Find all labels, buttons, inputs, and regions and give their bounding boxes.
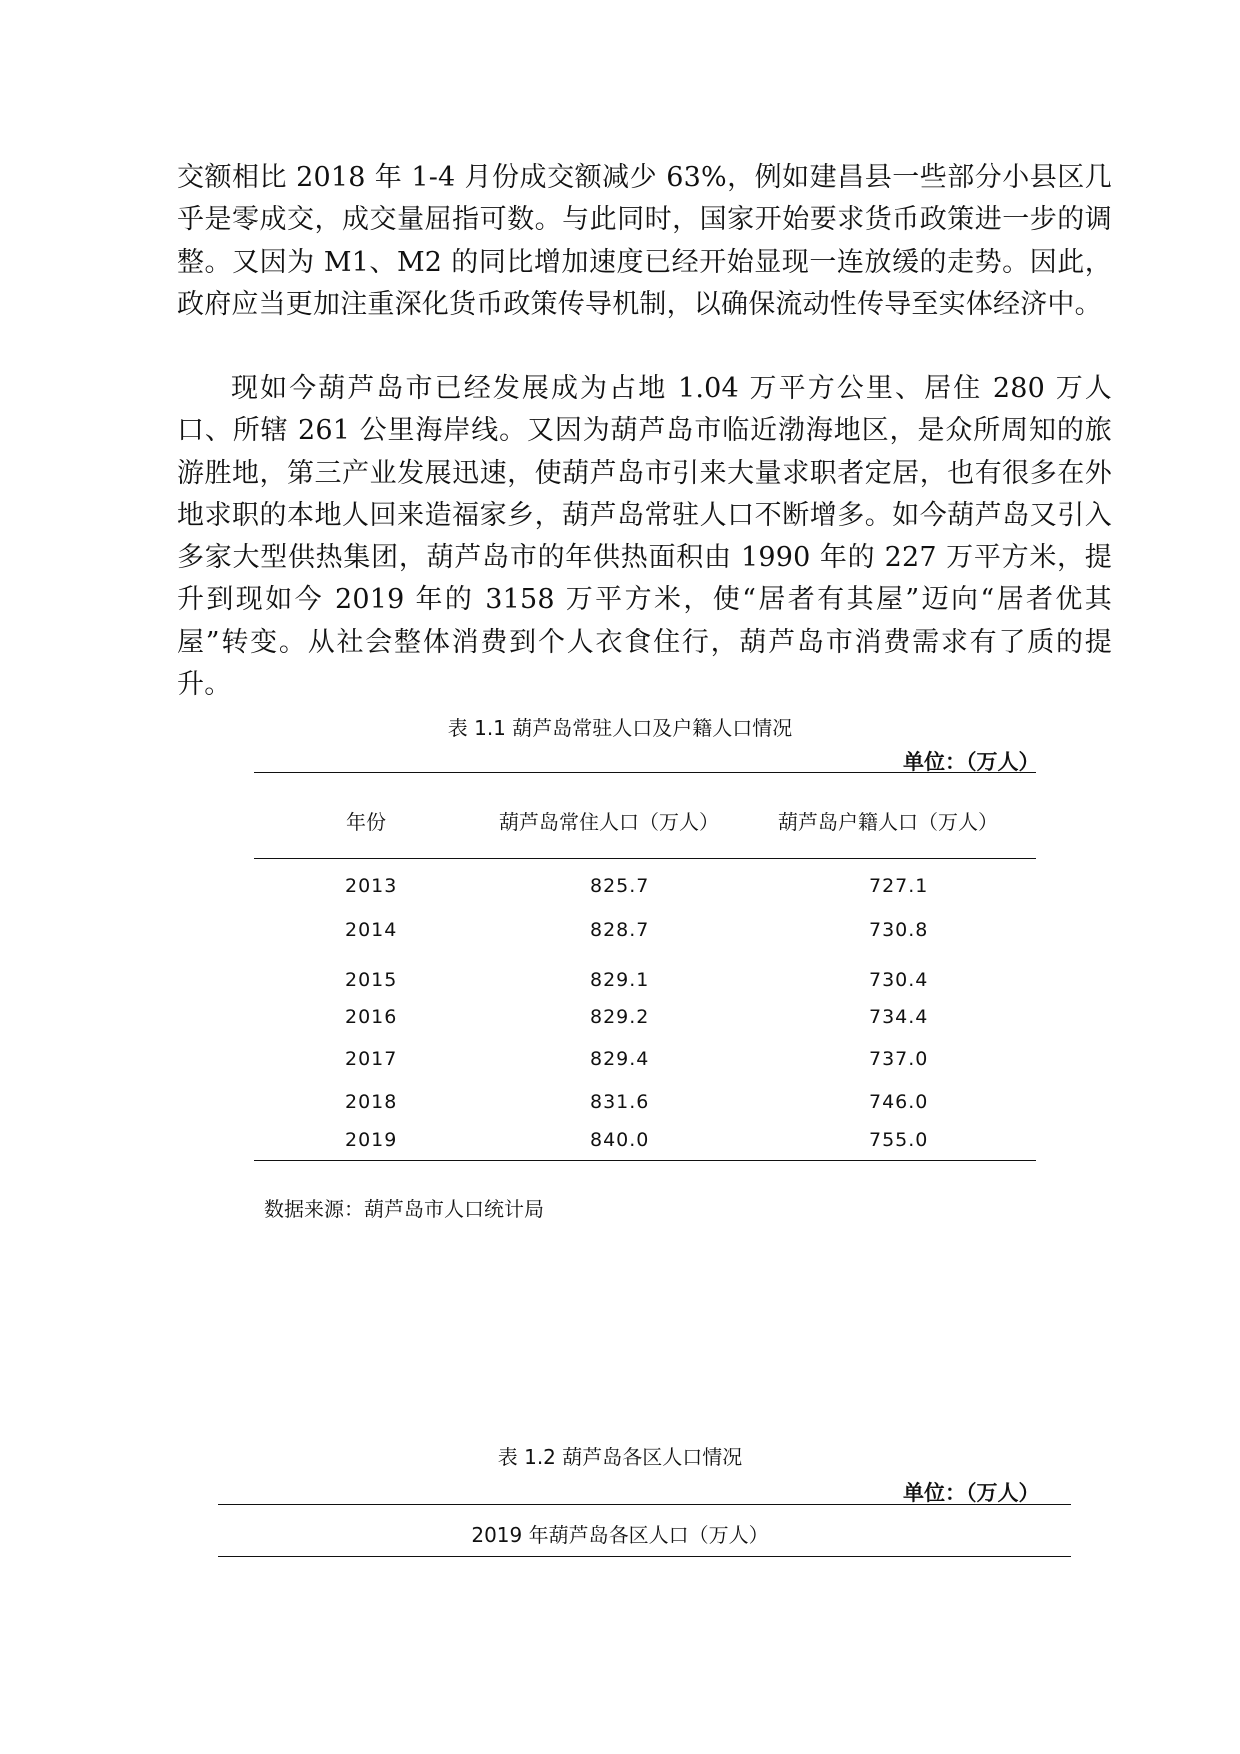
table-1-unit: 单位：（万人） [903, 750, 1040, 774]
table-1-cell-registered: 730.4 [869, 969, 929, 991]
table-1-cell-registered: 755.0 [869, 1129, 929, 1151]
table-1-cell-registered: 746.0 [869, 1091, 929, 1113]
table-1-caption: 表 1.1 葫芦岛常驻人口及户籍人口情况 [447, 716, 793, 740]
table-2-header-rule [218, 1556, 1071, 1557]
table-1-cell-registered: 734.4 [869, 1006, 929, 1028]
table-1-header-resident: 葫芦岛常住人口（万人） [499, 810, 719, 834]
table-1-cell-year: 2015 [345, 969, 398, 991]
table-1-cell-registered: 737.0 [869, 1048, 929, 1070]
table-1-cell-resident: 828.7 [590, 919, 650, 941]
table-1-cell-resident: 829.4 [590, 1048, 650, 1070]
table-1-cell-year: 2019 [345, 1129, 398, 1151]
table-1-bottom-rule [254, 1160, 1036, 1161]
table-1-header-registered: 葫芦岛户籍人口（万人） [778, 810, 998, 834]
table-1-cell-resident: 829.2 [590, 1006, 650, 1028]
table-1-cell-resident: 829.1 [590, 969, 650, 991]
table-1-cell-resident: 831.6 [590, 1091, 650, 1113]
table-1-top-rule [254, 772, 1036, 773]
table-1-cell-year: 2017 [345, 1048, 398, 1070]
table-1-cell-year: 2016 [345, 1006, 398, 1028]
table-2-unit: 单位：（万人） [903, 1481, 1040, 1505]
table-2-top-rule [218, 1504, 1071, 1505]
table-2-header: 2019 年葫芦岛各区人口（万人） [471, 1523, 769, 1547]
table-2-caption: 表 1.2 葫芦岛各区人口情况 [497, 1445, 743, 1469]
table-1-cell-year: 2018 [345, 1091, 398, 1113]
table-1-cell-registered: 730.8 [869, 919, 929, 941]
table-1-header-year: 年份 [346, 810, 386, 834]
table-1-cell-resident: 825.7 [590, 875, 650, 897]
body-paragraph-1: 交额相比 2018 年 1-4 月份成交额减少 63%，例如建昌县一些部分小县区几乎是零成交，成交量屈指可数。与此同时，国家开始要求货币政策进一步的调整。又因为 M1、M2 的同比增加速度已经开始显现一连放缓的走势。因此，政府应当更加注重深化货币政策传导机制，以确保流动性传导至实体经济中。 [177, 162, 1112, 320]
table-1-cell-year: 2014 [345, 919, 398, 941]
body-paragraph-2: 现如今葫芦岛市已经发展成为占地 1.04 万平方公里、居住 280 万人口、所辖 261 公里海岸线。又因为葫芦岛市临近渤海地区，是众所周知的旅游胜地，第三产业发展迅速，使葫芦岛市引来大量求职者定居，也有很多在外地求职的本地人回来造福家乡，葫芦岛常驻人口不断增多。如今葫芦岛又引入多家大型供热集团，葫芦岛市的年供热面积由 1990 年的 227 万平方米，提升到现如今 2019 年的 3158 万平方米，使“居者有其屋”迈向“居者优其屋”转变。从社会整体消费到个人衣食住行，葫芦岛市消费需求有了质的提升。 [177, 373, 1112, 701]
table-1-header-rule [254, 858, 1036, 859]
table-1-cell-year: 2013 [345, 875, 398, 897]
table-1-cell-registered: 727.1 [869, 875, 929, 897]
table-1-cell-resident: 840.0 [590, 1129, 650, 1151]
table-1-source: 数据来源：葫芦岛市人口统计局 [264, 1197, 544, 1221]
